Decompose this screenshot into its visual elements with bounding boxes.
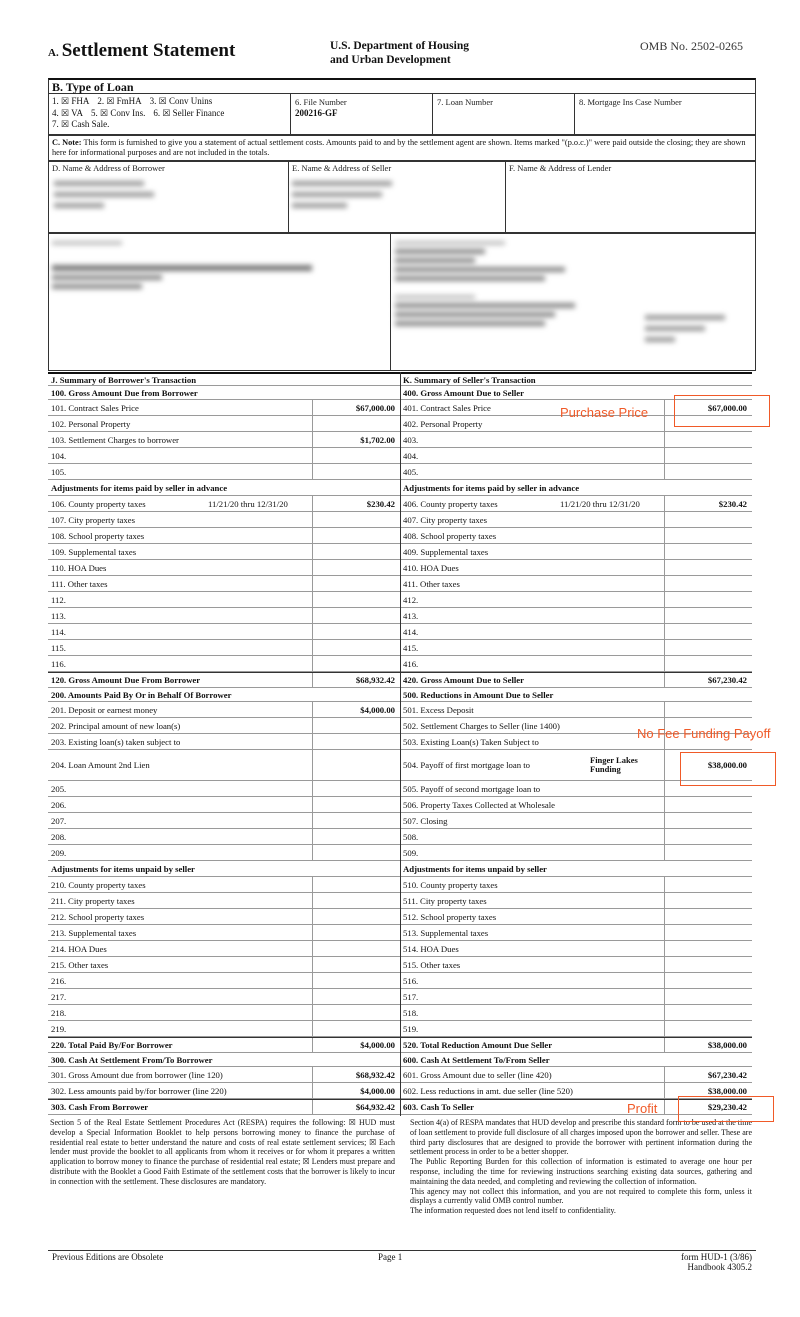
row-label: 100. Gross Amount Due from Borrower xyxy=(51,387,198,398)
table-row xyxy=(400,512,752,528)
table-row xyxy=(400,957,752,973)
row-label: 505. Payoff of second mortgage loan to xyxy=(403,783,541,794)
row-label: 512. School property taxes xyxy=(403,911,497,922)
row-amount xyxy=(664,464,752,479)
row-label: 405. xyxy=(403,466,419,477)
table-row xyxy=(400,656,752,672)
row-amount xyxy=(664,448,752,463)
payoff-highlight xyxy=(680,752,776,786)
row-label: 102. Personal Property xyxy=(51,418,131,429)
row-label: 402. Personal Property xyxy=(403,418,483,429)
row-label: 301. Gross Amount due from borrower (line 120) xyxy=(51,1069,223,1080)
type-of-loan-title: B. Type of Loan xyxy=(52,80,134,94)
row-label: 401. Contract Sales Price xyxy=(403,402,491,413)
row-label: 101. Contract Sales Price xyxy=(51,402,139,413)
row-label: 415. xyxy=(403,642,419,653)
row-amount xyxy=(312,813,400,828)
seller-summary-table xyxy=(400,372,752,1115)
row-label: 104. xyxy=(51,450,67,461)
table-row xyxy=(48,386,400,400)
row-amount: $4,000.00 xyxy=(312,702,400,717)
row-amount: $230.42 xyxy=(312,496,400,511)
row-amount xyxy=(312,640,400,655)
row-label: 517. xyxy=(403,991,419,1002)
table-row xyxy=(48,576,400,592)
row-label: 207. xyxy=(51,815,67,826)
row-label: 414. xyxy=(403,626,419,637)
row-label: 504. Payoff of first mortgage loan to xyxy=(403,760,530,770)
row-amount xyxy=(664,656,752,671)
row-label: 403. xyxy=(403,434,419,445)
row-amount xyxy=(312,797,400,812)
table-row xyxy=(48,448,400,464)
payoff-annotation: No Fee Funding Payoff xyxy=(637,726,771,741)
row-label: 112. xyxy=(51,594,66,605)
table-row xyxy=(400,925,752,941)
row-label: 217. xyxy=(51,991,67,1002)
row-amount xyxy=(312,750,400,780)
row-label: 507. Closing xyxy=(403,815,448,826)
table-row xyxy=(400,893,752,909)
row-label: Adjustments for items unpaid by seller xyxy=(403,863,547,874)
row-amount: $38,000.00 xyxy=(664,750,752,780)
row-amount xyxy=(664,829,752,844)
seller-summary-title: K. Summary of Seller's Transaction xyxy=(400,372,752,386)
row-amount xyxy=(664,813,752,828)
note: C. Note: This form is furnished to give you a statement of actual settlement costs. Amounts paid to and by the settlement agent are shown. Items marked "(p.o.c.)" were paid outside the closing; they are shown here for informational purposes and are not included in the totals. xyxy=(52,138,746,157)
row-label: 204. Loan Amount 2nd Lien xyxy=(51,760,150,770)
row-amount xyxy=(664,688,752,701)
row-label: 303. Cash From Borrower xyxy=(51,1102,149,1112)
table-row xyxy=(400,576,752,592)
table-row xyxy=(48,1067,400,1083)
row-label: 209. xyxy=(51,847,67,858)
row-label: 603. Cash To Seller xyxy=(403,1102,474,1112)
row-label: Adjustments for items paid by seller in advance xyxy=(51,482,228,493)
row-amount: $67,230.42 xyxy=(664,1067,752,1082)
table-row xyxy=(400,688,752,702)
row-label: 214. HOA Dues xyxy=(51,943,107,954)
row-label: 220. Total Paid By/For Borrower xyxy=(51,1040,173,1050)
table-row xyxy=(48,893,400,909)
row-amount xyxy=(312,592,400,607)
table-row xyxy=(48,480,400,496)
row-label: 205. xyxy=(51,783,67,794)
row-amount xyxy=(312,989,400,1004)
table-row xyxy=(48,813,400,829)
table-row xyxy=(400,1037,752,1053)
borrower-summary-table xyxy=(48,372,400,1115)
row-amount xyxy=(312,624,400,639)
row-label: 300. Cash At Settlement From/To Borrower xyxy=(51,1054,213,1065)
row-label: 103. Settlement Charges to borrower xyxy=(51,434,179,445)
table-row xyxy=(48,734,400,750)
row-label: 115. xyxy=(51,642,66,653)
row-label: 105. xyxy=(51,466,67,477)
row-label: 411. Other taxes xyxy=(403,578,460,589)
row-label: 409. Supplemental taxes xyxy=(403,546,489,557)
table-row xyxy=(48,512,400,528)
table-row xyxy=(48,702,400,718)
table-row xyxy=(48,797,400,813)
row-amount: $1,702.00 xyxy=(312,432,400,447)
row-label: 416. xyxy=(403,658,419,669)
row-label: 600. Cash At Settlement To/From Seller xyxy=(403,1054,550,1065)
row-amount: $67,000.00 xyxy=(312,400,400,415)
table-row xyxy=(400,672,752,688)
row-amount xyxy=(312,656,400,671)
row-amount xyxy=(664,1021,752,1036)
table-row xyxy=(48,560,400,576)
row-label: 514. HOA Dues xyxy=(403,943,459,954)
row-label: 109. Supplemental taxes xyxy=(51,546,137,557)
row-label: 208. xyxy=(51,831,67,842)
respa-section5-text: Section 5 of the Real Estate Settlement Procedures Act (RESPA) requires the following: ☒ HUD must develop a Special Information Booklet to help persons borrowing money to finance the purchase of residential real estate to better understand the nature and costs of real estate settlement services; ☒ Each lender must provide the booklet to all applicants from whom it receives or for whom it prepares a written application to borrow money to finance the purchase of residential real estate; ☒ Lenders must prepare and distribute with the Booklet a Good Faith Estimate of the settlement costs that the borrower is likely to incur in connection with the settlement. These disclosures are mandatory. xyxy=(50,1118,395,1186)
row-amount xyxy=(312,941,400,956)
table-row xyxy=(48,688,400,702)
table-row xyxy=(48,672,400,688)
row-period: 11/21/20 thru 12/31/20 xyxy=(560,498,640,509)
row-amount xyxy=(664,640,752,655)
table-row xyxy=(48,608,400,624)
settlement-date-redacted xyxy=(645,312,745,348)
row-label: 410. HOA Dues xyxy=(403,562,459,573)
table-row xyxy=(400,797,752,813)
row-amount xyxy=(664,702,752,717)
table-row xyxy=(400,909,752,925)
row-label: 201. Deposit or earnest money xyxy=(51,704,158,715)
file-number-label: 6. File Number xyxy=(295,97,347,107)
row-label: 215. Other taxes xyxy=(51,959,109,970)
table-row xyxy=(48,861,400,877)
row-label: 503. Existing Loan(s) Taken Subject to xyxy=(403,736,539,747)
row-amount xyxy=(312,893,400,908)
table-row xyxy=(400,1067,752,1083)
row-amount xyxy=(664,560,752,575)
row-amount xyxy=(664,925,752,940)
row-amount xyxy=(664,592,752,607)
row-amount xyxy=(312,528,400,543)
row-amount: $64,932.42 xyxy=(312,1100,400,1114)
table-row xyxy=(48,464,400,480)
table-row xyxy=(48,845,400,861)
row-label: 602. Less reductions in amt. due seller (line 520) xyxy=(403,1085,573,1096)
row-amount xyxy=(664,528,752,543)
row-label: 202. Principal amount of new loan(s) xyxy=(51,720,181,731)
row-label: Adjustments for items unpaid by seller xyxy=(51,863,195,874)
row-amount xyxy=(312,544,400,559)
row-amount: $67,230.42 xyxy=(664,673,752,687)
row-amount xyxy=(312,480,400,495)
row-amount xyxy=(312,925,400,940)
row-amount xyxy=(664,1053,752,1066)
row-amount xyxy=(664,1005,752,1020)
previous-editions-note: Previous Editions are Obsolete xyxy=(52,1252,164,1262)
respa-section4-text: Section 4(a) of RESPA mandates that HUD develop and prescribe this standard form to be used at the time of loan settlement to provide full disclosure of all charges imposed upon the borrower and seller. These are third party disclosures that are designed to provide the borrower with pertinent information during the settlement process in order to be a better shopper. The Public Reporting Burden for this collection of information is estimated to average one hour per response, including the time for reviewing instructions searching existing data sources, gathering and maintaining the data needed, and completing and reviewing the collection of information. This agency may not collect this information, and you are not required to complete this form, unless it displays a currently valid OMB control number. The information requested does not lend itself to confidentiality. xyxy=(410,1118,752,1216)
table-row xyxy=(48,973,400,989)
row-amount xyxy=(664,861,752,876)
table-row xyxy=(400,624,752,640)
row-label: 407. City property taxes xyxy=(403,514,487,525)
row-amount: $230.42 xyxy=(664,496,752,511)
row-amount: $4,000.00 xyxy=(312,1083,400,1098)
borrower-redacted xyxy=(54,178,154,214)
table-row xyxy=(48,750,400,781)
table-row xyxy=(48,1053,400,1067)
table-row xyxy=(400,989,752,1005)
row-label: 106. County property taxes xyxy=(51,498,146,509)
table-row xyxy=(400,480,752,496)
row-amount xyxy=(664,512,752,527)
row-label: 406. County property taxes xyxy=(403,498,498,509)
row-period: 11/21/20 thru 12/31/20 xyxy=(208,498,288,509)
row-label: 506. Property Taxes Collected at Wholesale xyxy=(403,799,556,810)
table-row xyxy=(48,624,400,640)
table-row xyxy=(48,1021,400,1037)
row-label: 200. Amounts Paid By Or in Behalf Of Borrower xyxy=(51,689,232,700)
row-label: 210. County property taxes xyxy=(51,879,146,890)
row-label: 107. City property taxes xyxy=(51,514,135,525)
borrower-summary-title: J. Summary of Borrower's Transaction xyxy=(48,372,400,386)
row-label: Adjustments for items paid by seller in advance xyxy=(403,482,580,493)
row-amount xyxy=(312,576,400,591)
row-label: 108. School property taxes xyxy=(51,530,145,541)
table-row xyxy=(48,592,400,608)
page-number: Page 1 xyxy=(378,1252,403,1262)
table-row xyxy=(400,448,752,464)
row-amount xyxy=(312,718,400,733)
row-amount xyxy=(312,845,400,860)
table-row xyxy=(48,544,400,560)
loan-number-label: 7. Loan Number xyxy=(437,97,493,107)
row-label: 519. xyxy=(403,1023,419,1034)
row-amount xyxy=(312,1053,400,1066)
row-amount xyxy=(664,957,752,972)
table-row xyxy=(48,1005,400,1021)
row-amount xyxy=(664,877,752,892)
row-amount xyxy=(312,688,400,701)
row-label: 116. xyxy=(51,658,66,669)
table-row xyxy=(48,781,400,797)
table-row xyxy=(400,702,752,718)
row-amount xyxy=(312,973,400,988)
row-label: 420. Gross Amount Due to Seller xyxy=(403,675,524,685)
table-row xyxy=(48,1037,400,1053)
table-row xyxy=(400,877,752,893)
row-amount xyxy=(312,909,400,924)
payoff-lender-name: Finger Lakes Funding xyxy=(590,755,638,774)
row-amount xyxy=(664,893,752,908)
row-amount: $68,932.42 xyxy=(312,1067,400,1082)
lender-label: F. Name & Address of Lender xyxy=(509,163,612,173)
row-label: 508. xyxy=(403,831,419,842)
row-amount: $29,230.42 xyxy=(664,1100,752,1114)
row-label: 113. xyxy=(51,610,66,621)
row-label: 513. Supplemental taxes xyxy=(403,927,489,938)
row-label: 516. xyxy=(403,975,419,986)
row-label: 404. xyxy=(403,450,419,461)
table-row xyxy=(48,496,400,512)
row-label: 120. Gross Amount Due From Borrower xyxy=(51,675,201,685)
table-row xyxy=(48,432,400,448)
table-row xyxy=(400,528,752,544)
row-amount: $4,000.00 xyxy=(312,1038,400,1052)
table-row xyxy=(400,973,752,989)
table-row xyxy=(400,941,752,957)
table-row xyxy=(48,400,400,416)
table-row xyxy=(400,845,752,861)
table-row xyxy=(400,432,752,448)
row-label: 212. School property taxes xyxy=(51,911,145,922)
row-amount xyxy=(312,416,400,431)
row-amount xyxy=(312,877,400,892)
row-amount xyxy=(312,448,400,463)
table-row xyxy=(48,656,400,672)
table-row xyxy=(400,560,752,576)
loan-type-options: 1. ☒ FHA 2. ☒ FmHA 3. ☒ Conv Unins 4. ☒ VA 5. ☒ Conv Ins. 6. ☒ Seller Finance 7. ☒ Cash Sale. xyxy=(52,96,225,129)
table-row xyxy=(400,496,752,512)
row-amount xyxy=(312,560,400,575)
table-row xyxy=(48,1083,400,1099)
row-amount xyxy=(312,734,400,749)
row-label: 518. xyxy=(403,1007,419,1018)
table-row xyxy=(48,718,400,734)
table-row xyxy=(48,957,400,973)
table-row xyxy=(400,813,752,829)
row-amount xyxy=(664,576,752,591)
row-amount xyxy=(664,989,752,1004)
row-label: 520. Total Reduction Amount Due Seller xyxy=(403,1040,553,1050)
table-row xyxy=(400,464,752,480)
table-row xyxy=(48,829,400,845)
table-row xyxy=(400,608,752,624)
row-amount: $38,000.00 xyxy=(664,1083,752,1098)
row-label: 216. xyxy=(51,975,67,986)
row-amount xyxy=(312,512,400,527)
row-amount xyxy=(664,845,752,860)
row-label: 203. Existing loan(s) taken subject to xyxy=(51,736,181,747)
table-row xyxy=(48,989,400,1005)
mortgage-case-label: 8. Mortgage Ins Case Number xyxy=(579,97,682,107)
row-amount xyxy=(312,1005,400,1020)
table-row xyxy=(48,877,400,893)
row-label: 219. xyxy=(51,1023,67,1034)
row-amount xyxy=(664,432,752,447)
seller-redacted xyxy=(292,178,392,214)
omb-number: OMB No. 2502-0265 xyxy=(640,39,744,53)
row-amount xyxy=(664,909,752,924)
table-row xyxy=(48,416,400,432)
table-row xyxy=(400,544,752,560)
table-row xyxy=(48,909,400,925)
table-row xyxy=(400,829,752,845)
table-row xyxy=(400,1053,752,1067)
row-label: 500. Reductions in Amount Due to Seller xyxy=(403,689,554,700)
row-amount xyxy=(664,608,752,623)
row-label: 515. Other taxes xyxy=(403,959,461,970)
table-row xyxy=(48,925,400,941)
row-label: 114. xyxy=(51,626,66,637)
purchase-price-annotation: Purchase Price xyxy=(560,405,649,420)
row-label: 510. County property taxes xyxy=(403,879,498,890)
row-label: 218. xyxy=(51,1007,67,1018)
table-row xyxy=(400,861,752,877)
row-label: 110. HOA Dues xyxy=(51,562,107,573)
row-amount xyxy=(664,480,752,495)
profit-highlight xyxy=(678,1096,774,1122)
table-row xyxy=(400,1021,752,1037)
page-title: A. Settlement Statement xyxy=(48,40,236,61)
row-amount xyxy=(312,829,400,844)
table-row xyxy=(48,528,400,544)
row-amount xyxy=(312,781,400,796)
profit-annotation: Profit xyxy=(627,1101,658,1116)
row-amount xyxy=(312,608,400,623)
row-amount xyxy=(664,797,752,812)
row-label: 408. School property taxes xyxy=(403,530,497,541)
row-label: 206. xyxy=(51,799,67,810)
property-location-redacted xyxy=(52,240,352,293)
row-amount xyxy=(312,861,400,876)
row-label: 111. Other taxes xyxy=(51,578,108,589)
row-label: 412. xyxy=(403,594,419,605)
row-label: 511. City property taxes xyxy=(403,895,487,906)
table-row xyxy=(48,640,400,656)
row-label: 509. xyxy=(403,847,419,858)
row-amount xyxy=(312,1021,400,1036)
row-amount xyxy=(664,624,752,639)
row-amount xyxy=(312,957,400,972)
row-amount: $38,000.00 xyxy=(664,1038,752,1052)
table-row xyxy=(48,941,400,957)
row-amount xyxy=(664,544,752,559)
purchase-price-highlight xyxy=(674,395,770,427)
form-id: form HUD-1 (3/86) Handbook 4305.2 xyxy=(681,1252,752,1272)
row-amount xyxy=(664,973,752,988)
row-label: 601. Gross Amount due to seller (line 420) xyxy=(403,1069,552,1080)
row-label: 502. Settlement Charges to Seller (line 1400) xyxy=(403,720,560,731)
row-label: 400. Gross Amount Due to Seller xyxy=(403,387,524,398)
row-amount xyxy=(312,386,400,399)
row-amount xyxy=(312,464,400,479)
seller-label: E. Name & Address of Seller xyxy=(292,163,392,173)
row-label: 213. Supplemental taxes xyxy=(51,927,137,938)
table-row xyxy=(48,1099,400,1115)
row-amount: $68,932.42 xyxy=(312,673,400,687)
row-label: 413. xyxy=(403,610,419,621)
row-label: 501. Excess Deposit xyxy=(403,704,474,715)
row-amount xyxy=(664,941,752,956)
row-amount: $67,000.00 xyxy=(664,400,752,415)
table-row xyxy=(400,592,752,608)
row-label: 302. Less amounts paid by/for borrower (line 220) xyxy=(51,1085,227,1096)
department-name: U.S. Department of Housing and Urban Development xyxy=(330,40,469,66)
row-label: 211. City property taxes xyxy=(51,895,135,906)
table-row xyxy=(400,1005,752,1021)
borrower-label: D. Name & Address of Borrower xyxy=(52,163,165,173)
file-number-value: 200216-GF xyxy=(295,108,338,118)
table-row xyxy=(400,640,752,656)
